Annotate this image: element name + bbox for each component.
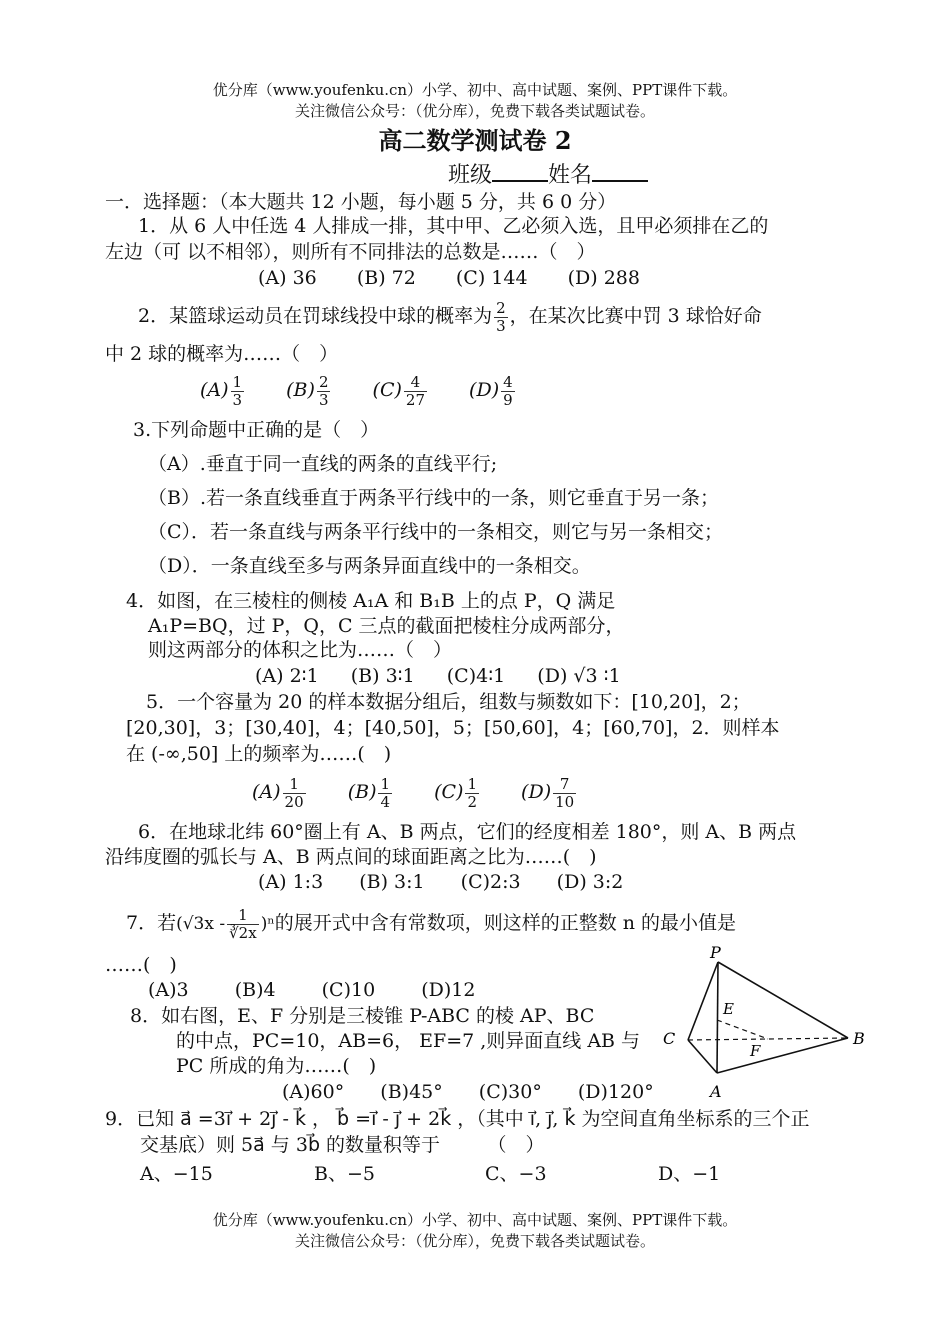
- label-p: P: [710, 943, 721, 962]
- q3-option-b: （B）.若一条直线垂直于两条平行线中的一条，则它垂直于另一条；: [148, 487, 720, 509]
- q2-option-c: (C) $\frac{4}{27}$: [372, 372, 425, 409]
- name-label: 姓名: [548, 163, 593, 188]
- footer-line-2: 关注微信公众号：（优分库），免费下载各类试题试卷。: [294, 1232, 655, 1250]
- q5-options: [252, 770, 612, 814]
- tetrahedron-figure: [655, 940, 870, 1105]
- q9-option-c: C、−3: [485, 1163, 547, 1185]
- q2-fraction: [494, 300, 508, 335]
- label-a: A: [710, 1082, 722, 1101]
- edge-pb: [718, 962, 848, 1038]
- edge-pa: [717, 962, 718, 1073]
- q4-line-3: 则这两部分的体积之比为……（ ）: [148, 639, 453, 661]
- q9-option-d: D、−1: [658, 1163, 721, 1185]
- q2-line-1: [138, 296, 762, 336]
- q5-option-a: (A) $\frac{1}{20}$: [252, 774, 304, 811]
- q1-line-1: 1．从 6 人中任选 4 人排成一排，其中甲、乙必须入选，且甲必须排在乙的: [138, 215, 769, 237]
- q3-stem: 3.下列命题中正确的是（ ）: [133, 419, 380, 441]
- q3-option-d: （D）．一条直线至多与两条异面直线中的一条相交。: [148, 555, 591, 577]
- q8-options: [282, 1080, 688, 1104]
- q6-options: [258, 870, 657, 894]
- q6-option-a: (A) 1:3: [258, 871, 324, 893]
- q9-option-a: A、−15: [140, 1163, 213, 1185]
- q7-expr-right: )ⁿ: [260, 914, 275, 934]
- header-line-2: 关注微信公众号：（优分库），免费下载各类试题试卷。: [294, 102, 655, 120]
- q1-options: [258, 266, 674, 290]
- name-blank: [592, 160, 648, 182]
- q9-option-b: B、−5: [314, 1163, 375, 1185]
- q6-option-c: (C)2:3: [460, 871, 521, 893]
- q1-line-2: 左边（可 以不相邻），则所有不同排法的总数是……（ ）: [105, 241, 596, 263]
- q4-option-c: (C)4∶1: [446, 665, 506, 687]
- class-blank: [492, 160, 548, 182]
- q1-option-b: (B) 72: [356, 267, 416, 289]
- q5-line-2: [20,30]，3；[30,40]，4；[40,50]，5；[50,60]，4；[60,70]，2．则样本: [126, 717, 780, 739]
- label-b: B: [853, 1029, 865, 1048]
- q8-line-1: 8．如右图，E、F 分别是三棱锥 P-ABC 的棱 AP、BC: [130, 1005, 595, 1027]
- q8-option-c: (C)30°: [478, 1081, 542, 1103]
- q7-expr-left: (√3x -: [176, 914, 226, 934]
- q5-option-c: (C) $\frac{1}{2}$: [434, 774, 477, 811]
- label-c: C: [663, 1029, 676, 1048]
- q2-option-a: (A) $\frac{1}{3}$: [200, 372, 243, 409]
- q8-option-b: (B)45°: [380, 1081, 443, 1103]
- q5-line-1: 5．一个容量为 20 的样本数据分组后，组数与频数如下：[10,20]，2；: [146, 691, 751, 713]
- q2-frac-den: 3: [496, 316, 506, 335]
- q6-line-2: 沿纬度圈的弧长与 A、B 两点间的球面距离之比为……( ): [105, 846, 597, 868]
- header-line-1: 优分库（www.youfenku.cn）小学、初中、高中试题、案例、PPT课件下载。: [212, 81, 738, 99]
- q7-line-1: [126, 898, 736, 949]
- q4-option-d: (D) √3 ∶1: [537, 665, 621, 687]
- segment-ef: [717, 1020, 768, 1039]
- q7-option-d: (D)12: [421, 979, 476, 1001]
- q1-option-d: (D) 288: [567, 267, 640, 289]
- q1-option-a: (A) 36: [258, 267, 317, 289]
- edge-ab: [717, 1038, 848, 1073]
- q9-line-2: 交基底）则 5a⃗ 与 3b⃗ 的数量积等于 （ ）: [140, 1134, 545, 1156]
- q6-line-1: 6．在地球北纬 60°圈上有 A、B 两点，它们的经度相差 180°，则 A、B 两点: [138, 821, 797, 843]
- q2-frac-num: 2: [496, 298, 506, 317]
- q7-option-b: (B)4: [234, 979, 276, 1001]
- q6-option-d: (D) 3:2: [556, 871, 624, 893]
- q5-line-3: 在 (-∞,50] 上的频率为……( ): [126, 743, 392, 765]
- q2-options: [200, 370, 551, 410]
- q7-option-c: (C)10: [321, 979, 376, 1001]
- q2-option-b: (B) $\frac{2}{3}$: [286, 372, 329, 409]
- q7-post: 的展开式中含有常数项，则这样的正整数 n 的最小值是: [274, 912, 737, 934]
- q8-option-a: (A)60°: [282, 1081, 345, 1103]
- q6-option-b: (B) 3:1: [359, 871, 425, 893]
- label-f: F: [750, 1042, 761, 1060]
- q2-post: ，在某次比赛中罚 3 球恰好命: [509, 305, 762, 327]
- footer-line-1: 优分库（www.youfenku.cn）小学、初中、高中试题、案例、PPT课件下载。: [212, 1211, 738, 1229]
- q4-line-1: 4．如图，在三棱柱的侧棱 A₁A 和 B₁B 上的点 P，Q 满足: [126, 590, 616, 612]
- edge-pc: [688, 962, 718, 1040]
- q4-option-a: (A) 2∶1: [255, 665, 319, 687]
- q1-option-c: (C) 144: [455, 267, 528, 289]
- q5-option-b: (B) $\frac{1}{4}$: [347, 774, 391, 811]
- q7-option-a: (A)3: [148, 979, 189, 1001]
- q7-line-2: ……( ): [105, 954, 177, 976]
- q4-options: [255, 664, 655, 688]
- q4-option-b: (B) 3∶1: [350, 665, 415, 687]
- q2-pre: 2．某篮球运动员在罚球线投中球的概率为: [138, 305, 493, 327]
- section-heading: 一．选择题：（本大题共 12 小题，每小题 5 分，共 6 0 分）: [105, 191, 617, 213]
- q7-fraction: $\frac{1}{∛2x}$: [229, 905, 257, 942]
- label-e: E: [723, 1000, 734, 1018]
- q8-line-2: 的中点，PC=10，AB=6， EF=7 ,则异面直线 AB 与: [176, 1030, 641, 1052]
- q7-pre: 7．若: [126, 912, 177, 934]
- q4-line-2: A₁P=BQ，过 P，Q，C 三点的截面把棱柱分成两部分，: [148, 615, 625, 637]
- q2-option-d: (D) $\frac{4}{9}$: [469, 372, 513, 409]
- q8-line-3: PC 所成的角为……( ): [176, 1055, 377, 1077]
- q5-option-d: (D) $\frac{7}{10}$: [521, 774, 575, 811]
- q7-options: [148, 978, 509, 1002]
- q2-line-2: 中 2 球的概率为……（ ）: [105, 343, 339, 365]
- q3-option-c: （C）．若一条直线与两条平行线中的一条相交，则它与另一条相交；: [148, 521, 724, 543]
- q3-option-a: （A）.垂直于同一直线的两条的直线平行;: [148, 453, 498, 475]
- q8-option-d: (D)120°: [577, 1081, 654, 1103]
- page-title: 高二数学测试卷 2: [378, 126, 572, 155]
- class-name-line: [448, 160, 648, 190]
- edge-ca: [688, 1040, 717, 1073]
- q9-line-1: 9．已知 a⃗ =3i⃗ + 2j⃗ - k⃗ ， b⃗ =i⃗ - j⃗ + 2k⃗ ，（其中 i⃗, j⃗, k⃗ 为空间直角坐标系的三个正: [105, 1108, 810, 1130]
- class-label: 班级: [448, 163, 493, 188]
